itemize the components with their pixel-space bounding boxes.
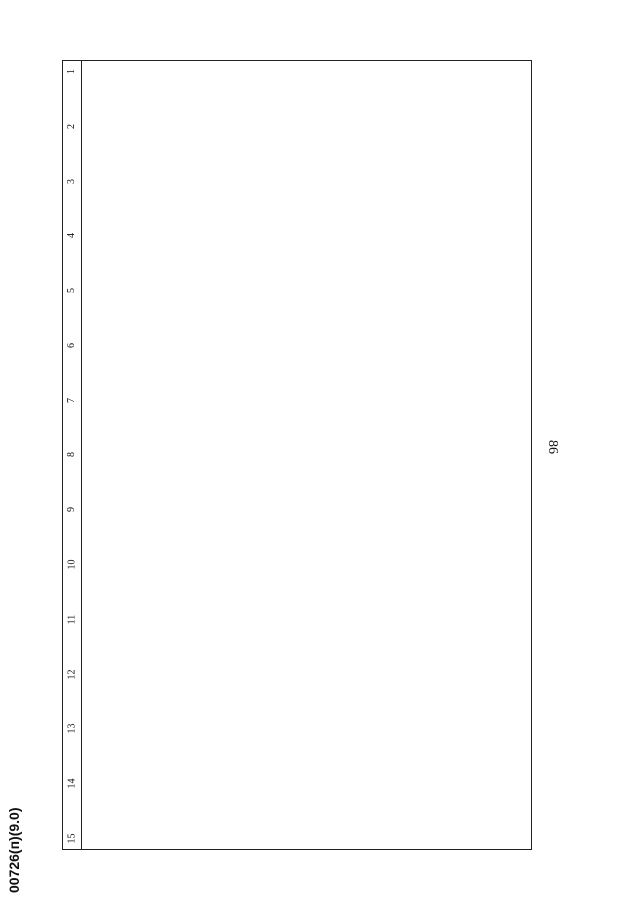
column-index: 3 — [66, 178, 77, 184]
column-index: 15 — [66, 833, 77, 844]
column-index: 5 — [66, 288, 77, 294]
column-index: 11 — [65, 614, 77, 625]
column-index: 6 — [66, 342, 77, 348]
column-index: 2 — [66, 123, 77, 129]
column-index: 1 — [66, 69, 77, 74]
column-index-row — [62, 60, 82, 850]
column-index: 13 — [66, 723, 77, 734]
column-index: 10 — [66, 559, 77, 570]
column-index: 14 — [66, 778, 77, 789]
page-number: 86 — [545, 440, 560, 454]
document-code: 00726(п)(9.0) — [6, 807, 22, 893]
budget-table — [62, 60, 532, 850]
column-index: 8 — [66, 452, 77, 458]
column-index: 9 — [66, 507, 77, 513]
column-index: 12 — [66, 669, 77, 680]
column-index: 4 — [66, 233, 77, 239]
column-index: 7 — [66, 397, 77, 403]
